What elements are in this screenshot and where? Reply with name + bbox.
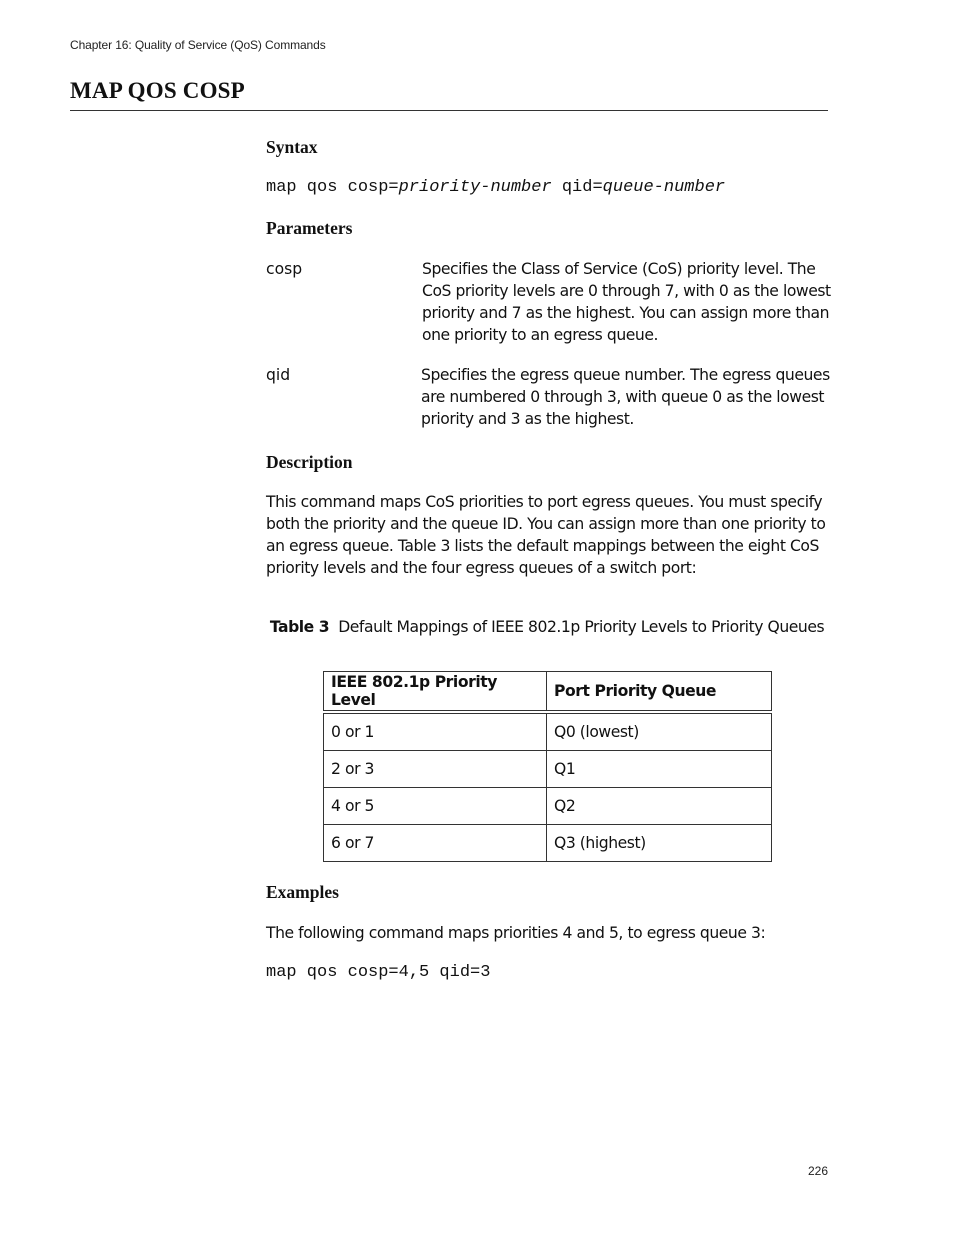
table-header-priority: IEEE 802.1p Priority Level [324, 672, 547, 713]
syntax-heading: Syntax [266, 137, 318, 157]
table-row [324, 788, 772, 825]
examples-text: The following command maps priorities 4 and 5, to egress queue 3: [266, 924, 766, 942]
page-number: 226 [808, 1164, 829, 1178]
table-header-row [324, 672, 772, 713]
table-caption-text: Default Mappings of IEEE 802.1p Priority Levels to Priority Queues [338, 618, 825, 636]
priority-mapping-table [323, 671, 772, 862]
param-desc-qid: Specifies the egress queue number. The egress queues are numbered 0 through 3, with queue 0 as the lowest priority and 3 as the highest. [421, 366, 830, 428]
table-header-queue: Port Priority Queue [547, 672, 772, 713]
description-text: This command maps CoS priorities to port egress queues. You must specify both the priority and the queue ID. You can assign more than one priority to an egress queue. Table 3 lists the default mappings between the eight CoS priority levels and the four egress queues of a switch port: [266, 493, 826, 577]
syntax-command: map qos cosp= [266, 178, 399, 197]
parameters-heading: Parameters [266, 218, 353, 238]
example-code: map qos cosp=4,5 qid=3 [266, 963, 491, 982]
page-title: MAP QOS COSP [70, 78, 245, 103]
table-cell: 4 or 5 [324, 788, 547, 825]
table-cell: Q1 [547, 751, 772, 788]
table-cell: 2 or 3 [324, 751, 547, 788]
syntax-command-qid: qid= [551, 178, 603, 197]
title-rule [70, 110, 828, 111]
table-caption [266, 616, 828, 638]
syntax-arg-priority: priority-number [398, 178, 552, 197]
syntax-code [266, 178, 725, 197]
syntax-arg-queue: queue-number [602, 178, 726, 197]
param-desc-cosp: Specifies the Class of Service (CoS) priority level. The CoS priority levels are 0 through 7, with 0 as the lowest priority and 7 as the highest. You can assign more than one priority to an egress queue. [422, 260, 831, 344]
running-head: Chapter 16: Quality of Service (QoS) Commands [70, 38, 326, 52]
table-row [324, 712, 772, 751]
table-caption-label: Table 3 [269, 618, 330, 636]
param-name-qid: qid [266, 366, 291, 384]
param-name-cosp: cosp [266, 260, 303, 278]
table-row [324, 825, 772, 862]
table-row [324, 751, 772, 788]
table-cell: Q3 (highest) [547, 825, 772, 862]
table-cell: Q0 (lowest) [547, 712, 772, 751]
description-heading: Description [266, 452, 353, 472]
table-cell: Q2 [547, 788, 772, 825]
table-cell: 6 or 7 [324, 825, 547, 862]
table-cell: 0 or 1 [324, 712, 547, 751]
examples-heading: Examples [266, 882, 339, 902]
